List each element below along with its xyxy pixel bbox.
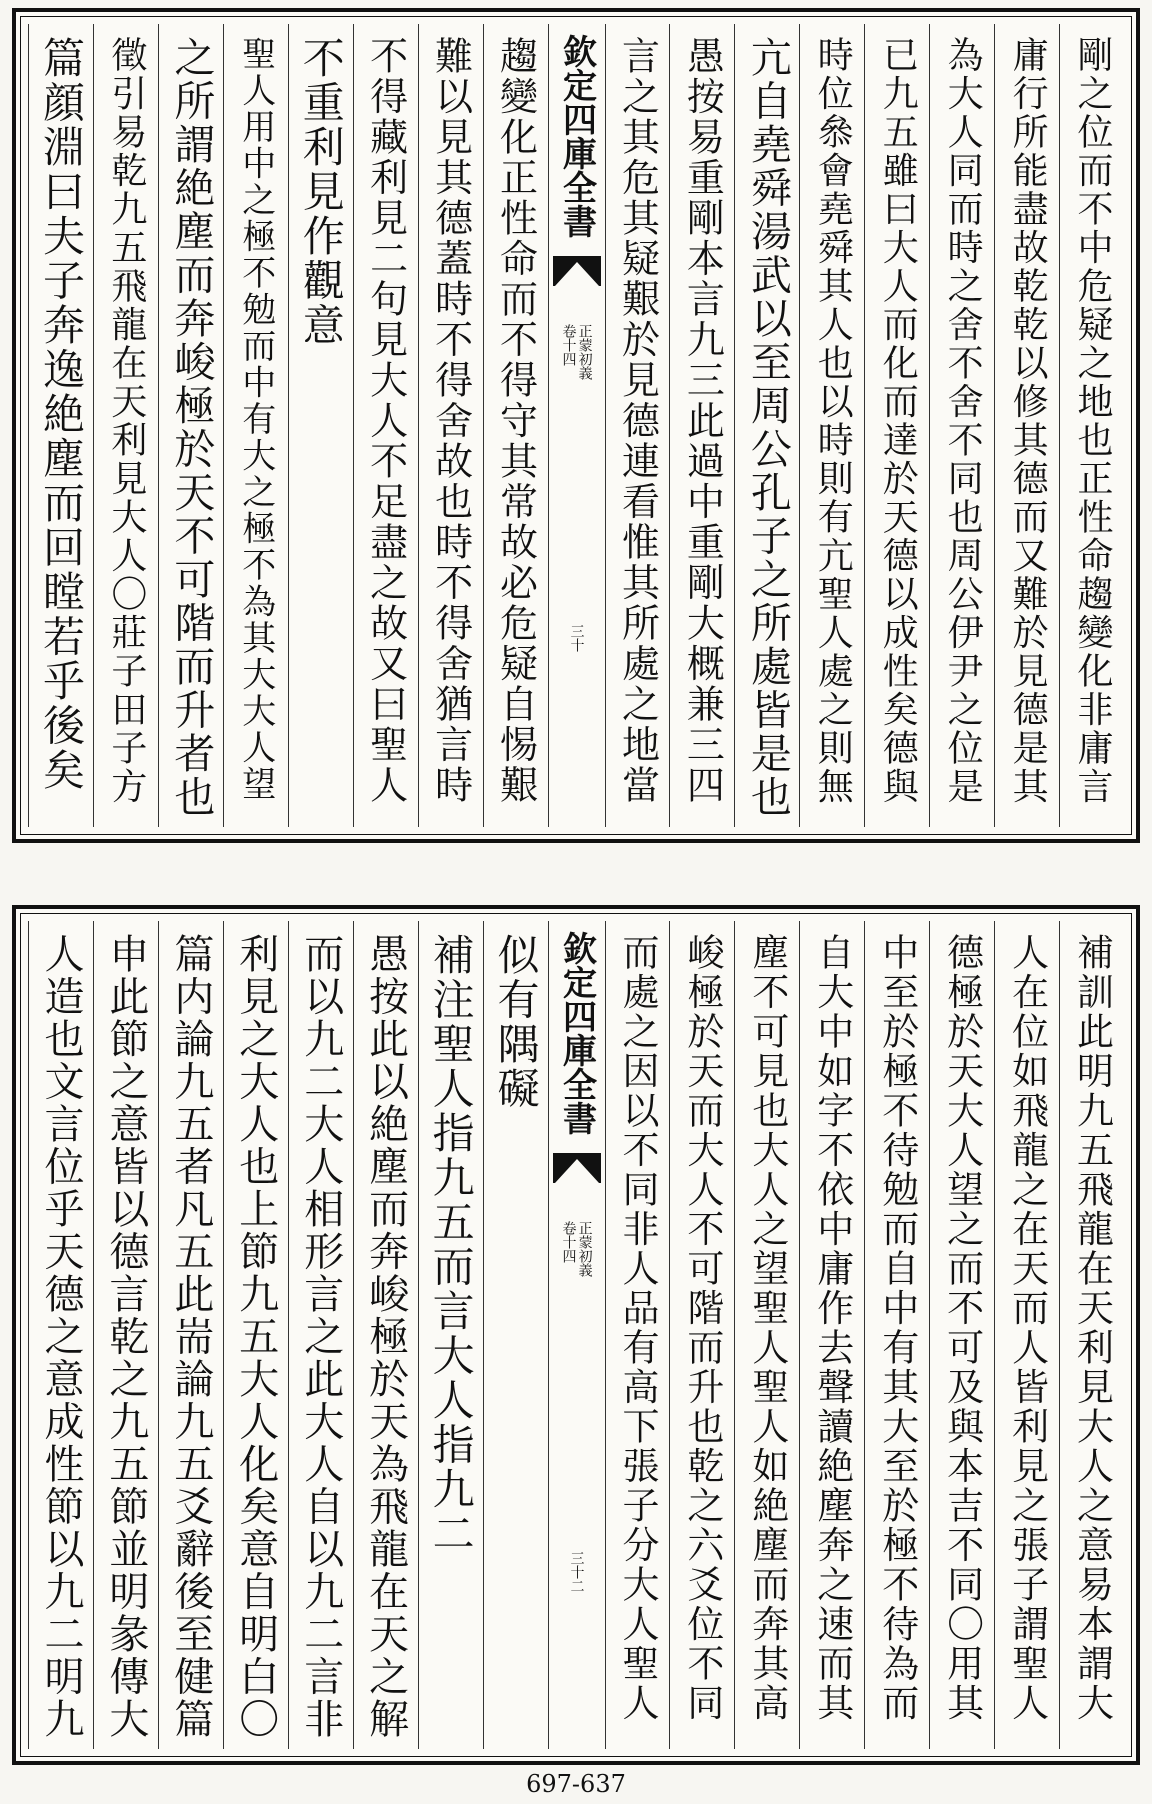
text-column [288,921,353,1749]
page-number: 三十 [568,624,585,652]
fishtail-mark [553,256,601,286]
text-column [158,921,223,1749]
text-column [799,24,864,827]
text-column [929,921,994,1749]
column-text: 補訓此明九五飛龍在天利見大人之意易本謂大 [1070,933,1114,1723]
column-text: 趨變化正性命而不得守其常故必危疑自惕艱 [493,36,538,806]
column-text: 利見之大人也上節九五大人化矣意自明白〇 [232,933,279,1741]
column-text: 峻極於天而大人不可階而升也乾之六爻位不同 [680,933,724,1723]
text-column [605,921,670,1749]
text-column [994,921,1059,1749]
center-fold-column [548,921,605,1749]
text-column [288,24,353,827]
volume-label: 卷十四 [560,324,577,366]
book-name-volume [560,1221,592,1277]
text-column [158,24,223,827]
book-name: 正蒙初義 [576,324,593,380]
book-name-volume [560,324,592,380]
column-text: 不重利見作觀意 [296,36,346,348]
center-fold-column [548,24,605,827]
column-text: 已九五雖曰大人而化而達於天德以成性矣德與 [877,36,919,806]
bottom-page-panel [12,905,1140,1765]
book-title: 欽定四庫全書 [556,931,597,1135]
top-page-columns [28,24,1124,827]
text-column [605,24,670,827]
text-column [864,24,929,827]
column-text: 補注聖人指九五而言大人指九二 [426,933,476,1556]
column-text: 德極於天大人望之而不可及與本吉不同〇用其 [940,933,984,1723]
text-column [929,24,994,827]
column-text: 而處之因以不同非人品有高下張子分大人聖人 [615,933,659,1723]
column-text: 塵不可見也大人之望聖人聖人如絶塵而奔其高 [745,933,789,1723]
column-text: 愚按易重剛本言九三此過中重剛大概兼三四 [680,36,725,806]
column-text: 為大人同而時之舍不舍不同也周公伊尹之位是 [942,36,984,806]
text-column [734,24,799,827]
column-text: 篇顔淵曰夫子奔逸絶塵而回瞠若乎後矣 [36,36,86,793]
column-text: 人在位如飛龍之在天而人皆利見之張子謂聖人 [1005,933,1049,1723]
top-page-panel [12,8,1140,843]
text-column [93,24,158,827]
text-column [418,921,483,1749]
column-text: 聖人用中之極不勉而中有大之極不為其大大人望 [235,36,276,803]
text-column [353,24,418,827]
text-column [28,24,93,827]
column-text: 剛之位而不中危疑之地也正性命趨變化非庸言 [1072,36,1114,806]
column-text: 不得藏利見二句見大人不足盡之故又曰聖人 [363,36,408,806]
column-text: 時位叅會堯舜其人也以時則有亢聖人處之則無 [812,36,854,806]
book-name: 正蒙初義 [576,1221,593,1277]
column-text: 篇内論九五者凡五此耑論九五爻辭後至健篇 [167,933,214,1741]
text-column [353,921,418,1749]
text-column [1059,24,1124,827]
page-code: 697-637 [526,1770,626,1798]
volume-label: 卷十四 [560,1221,577,1263]
text-column [734,921,799,1749]
text-column [418,24,483,827]
text-column [994,24,1059,827]
text-column [669,24,734,827]
page-number: 三十二 [568,1551,585,1593]
column-text: 亢自堯舜湯武以至周公孔子之所處皆是也 [743,36,792,819]
text-column [799,921,864,1749]
column-text: 難以見其德蓋時不得舍故也時不得舍猶言時 [428,36,473,806]
column-text: 愚按此以絶塵而奔峻極於天為飛龍在天之解 [362,933,409,1741]
book-title: 欽定四庫全書 [556,34,597,238]
column-text: 申此節之意皆以德言乾之九五節並明彖傳大 [102,933,149,1741]
column-text: 自大中如字不依中庸作去聲讀絶塵奔之速而其 [810,933,854,1723]
text-column [93,921,158,1749]
column-text: 人造也文言位乎天德之意成性節以九二明九 [37,933,84,1741]
bottom-page-columns [28,921,1124,1749]
text-column [28,921,93,1749]
text-column [864,921,929,1749]
text-column [223,921,288,1749]
text-column [483,921,548,1749]
column-text: 徵引易乾九五飛龍在天利見大人〇莊子田子方 [105,36,147,806]
column-text: 中至於極不待勉而自中有其大至於極不待為而 [875,933,919,1723]
text-column [669,921,734,1749]
column-text: 庸行所能盡故乾乾以修其德而又難於見德是其 [1007,36,1049,806]
text-column [483,24,548,827]
fishtail-mark [553,1153,601,1183]
column-text: 似有隅礙 [491,933,541,1111]
text-column [1059,921,1124,1749]
column-text: 之所謂絶塵而奔峻極於天不可階而升者也 [167,36,216,819]
text-column [223,24,288,827]
column-text: 言之其危其疑艱於見德連看惟其所處之地當 [615,36,660,806]
column-text: 而以九二大人相形言之此大人自以九二言非 [297,933,344,1741]
